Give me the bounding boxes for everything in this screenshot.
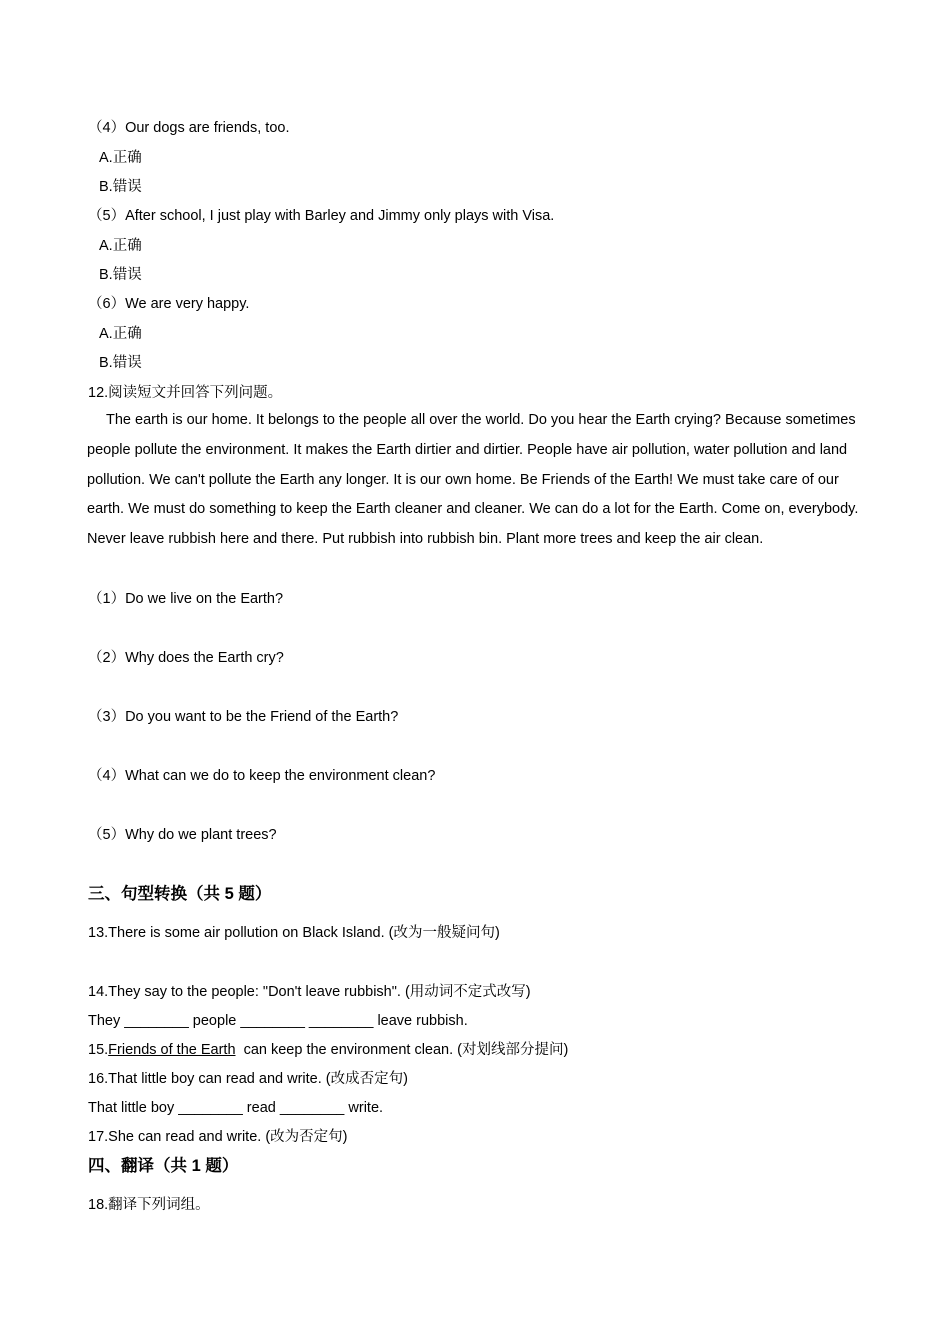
q17: 17.She can read and write. (改为否定句) bbox=[88, 1129, 348, 1145]
q12-title: 12.阅读短文并回答下列问题。 bbox=[88, 385, 283, 401]
q12-question-1: （1）Do we live on the Earth? bbox=[88, 591, 284, 607]
q11-item-4-option-b: B.错误 bbox=[99, 179, 142, 195]
q12-question-2: （2）Why does the Earth cry? bbox=[88, 650, 284, 666]
q11-item-5-option-b: B.错误 bbox=[99, 267, 142, 283]
q16: 16.That little boy can read and write. (改成否定句) bbox=[88, 1071, 408, 1087]
q13: 13.There is some air pollution on Black Island. (改为一般疑问句) bbox=[88, 925, 500, 941]
q14-answer-line: They ________ people ________ ________ leave rubbish. bbox=[88, 1013, 468, 1029]
q15-rest: can keep the environment clean. (对划线部分提问) bbox=[235, 1042, 569, 1058]
q11-item-6: （6）We are very happy. bbox=[88, 296, 250, 312]
q11-item-4-option-a: A.正确 bbox=[99, 150, 142, 166]
q14: 14.They say to the people: "Don't leave rubbish". (用动词不定式改写) bbox=[88, 984, 531, 1000]
q12-question-5: （5）Why do we plant trees? bbox=[88, 827, 277, 843]
q11-item-5-option-a: A.正确 bbox=[99, 238, 142, 254]
q11-item-6-option-b: B.错误 bbox=[99, 355, 142, 371]
q16-answer-line: That little boy ________ read ________ write. bbox=[88, 1100, 384, 1116]
q18: 18.翻译下列词组。 bbox=[88, 1197, 210, 1213]
q11-item-5: （5）After school, I just play with Barley and Jimmy only plays with Visa. bbox=[88, 208, 555, 224]
part3-heading: 三、句型转换（共 5 题） bbox=[88, 885, 272, 903]
q11-item-6-option-a: A.正确 bbox=[99, 326, 142, 342]
q15-underlined-phrase: Friends of the Earth bbox=[108, 1042, 236, 1058]
q15 bbox=[88, 1040, 568, 1060]
q15-number: 15. bbox=[88, 1042, 109, 1058]
q12-question-4: （4）What can we do to keep the environment clean? bbox=[88, 768, 436, 784]
q12-passage: The earth is our home. It belongs to the people all over the world. Do you hear the Earth crying? Because sometimes people pollute the environment. It makes the Earth dirtier and dirtier. People have air pollution, water pollution and land pollution. We can't pollute the Earth any longer. It is our own home. Be Friends of the Earth! We must take care of our earth. We must do something to keep the Earth cleaner and cleaner. We can do a lot for the Earth. Come on, everybody. Never leave rubbish here and there. Put rubbish into rubbish bin. Plant more trees and keep the air clean. bbox=[87, 412, 859, 548]
part4-heading: 四、翻译（共 1 题） bbox=[88, 1157, 239, 1175]
q11-item-4: （4）Our dogs are friends, too. bbox=[88, 120, 290, 136]
q12-question-3: （3）Do you want to be the Friend of the Earth? bbox=[88, 709, 399, 725]
